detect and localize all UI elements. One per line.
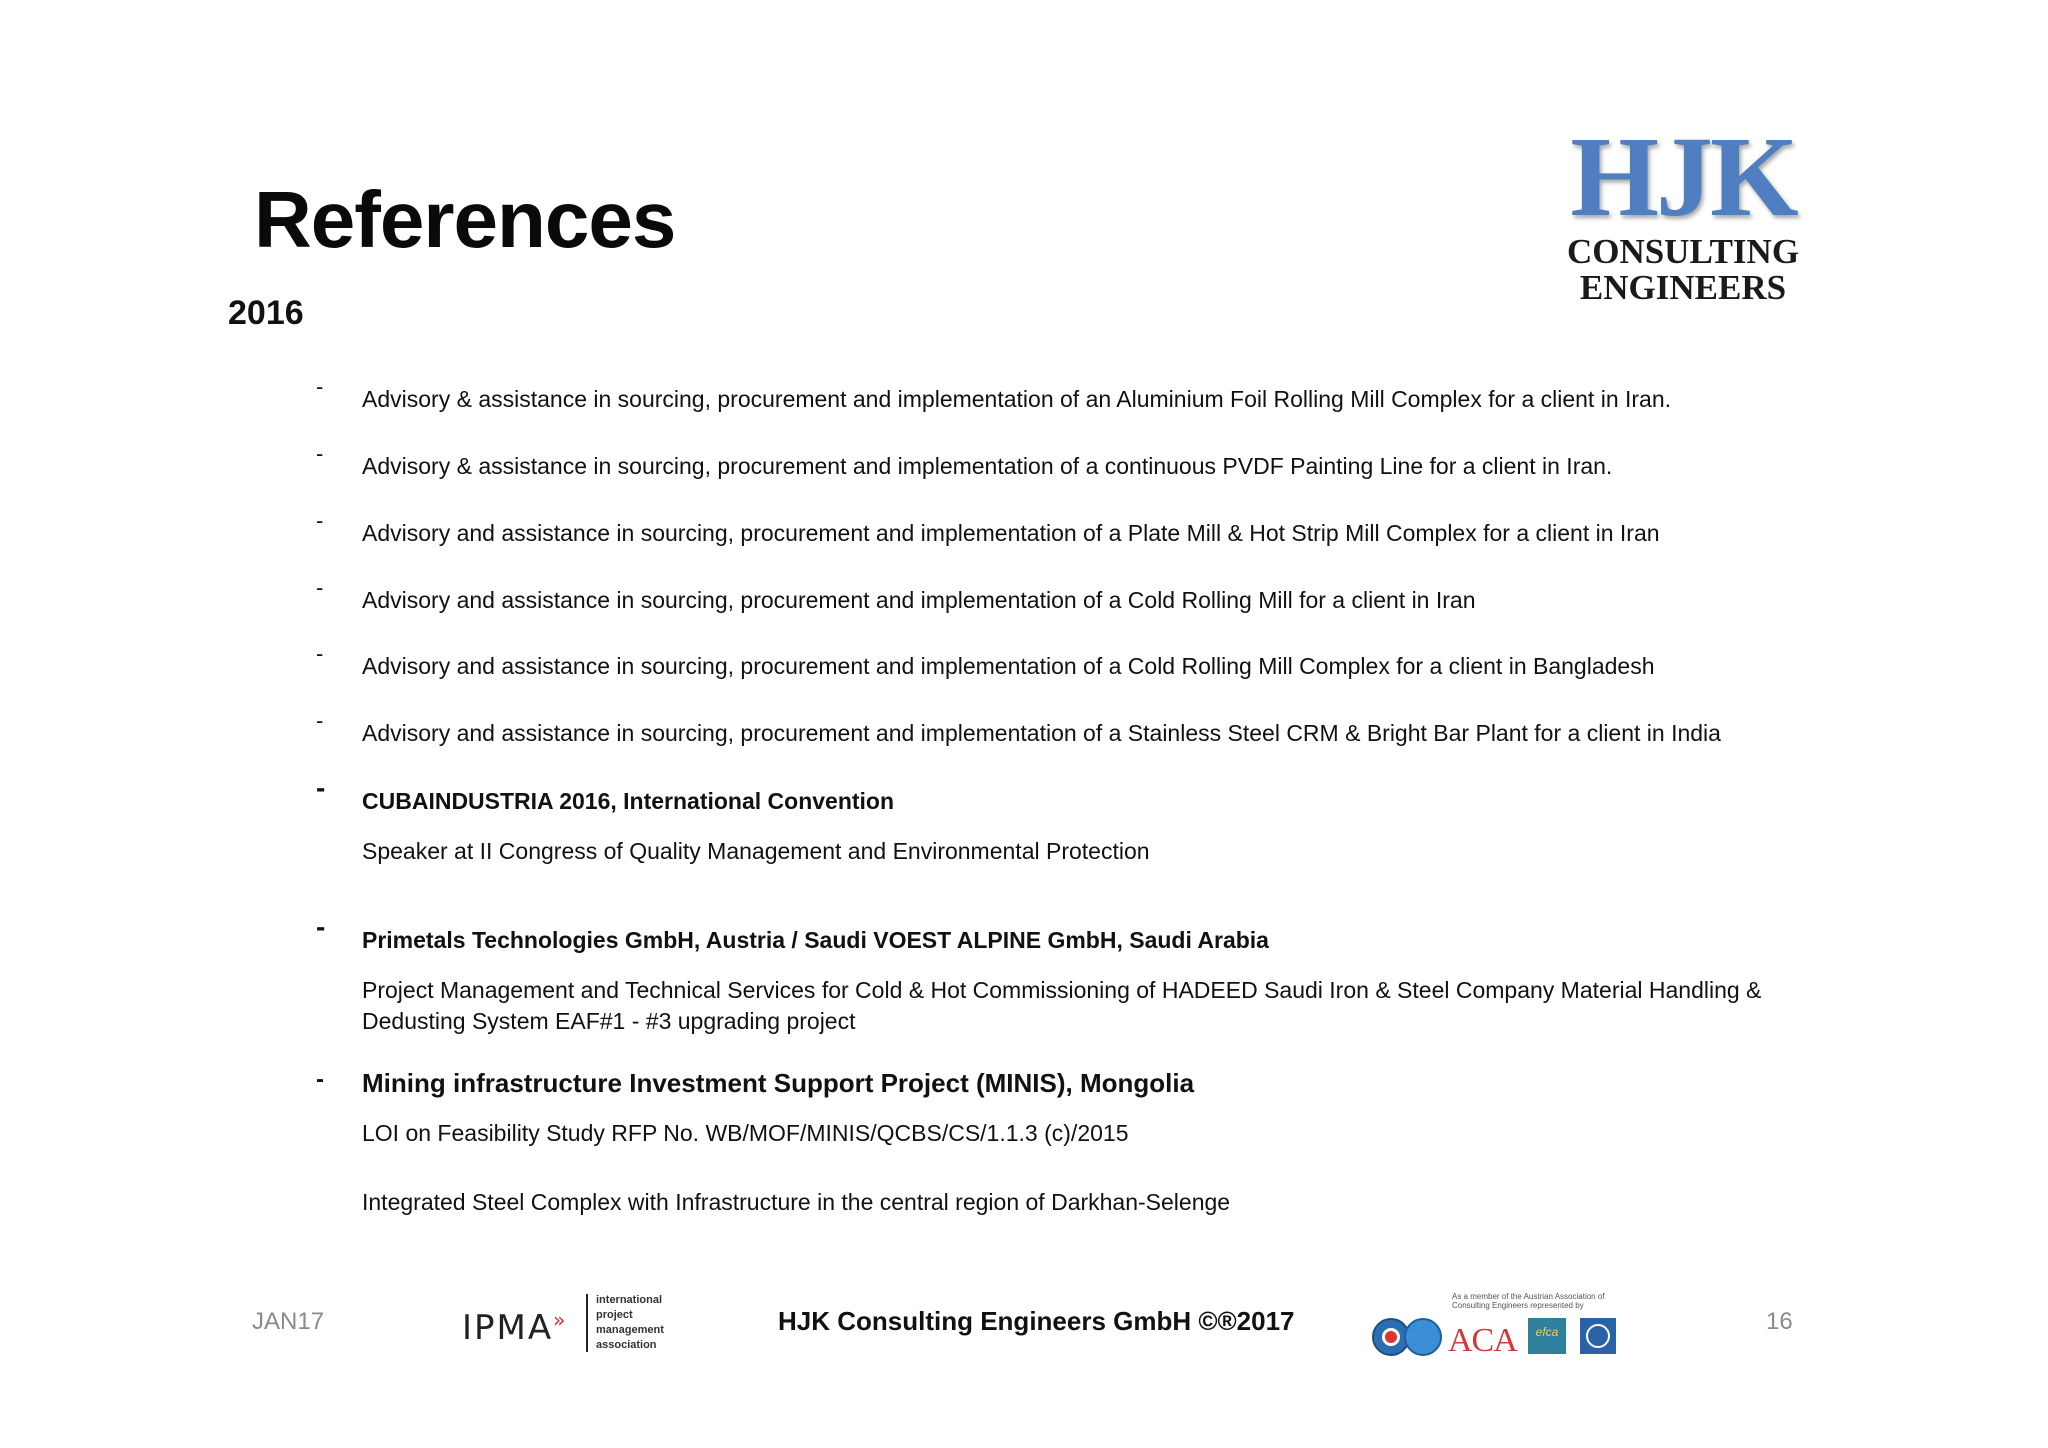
list-item: Advisory and assistance in sourcing, procurement and implementation of a Cold Rolling Mill Complex for a client in Bangladesh — [362, 653, 1655, 679]
page-number: 16 — [1766, 1308, 1793, 1335]
association-note: As a member of the Austrian Association of Consulting Engineers represented by — [1452, 1292, 1605, 1310]
primetals-detail: Project Management and Technical Services for Cold & Hot Commissioning of HADEED Saudi Iron & Steel Company Material Handling & Dedusting System EAF#1 - #3 upgrading project — [362, 977, 1762, 1035]
list-bullet: - — [316, 508, 324, 533]
list-bullet: - — [316, 708, 324, 733]
primetals-heading: Primetals Technologies GmbH, Austria / Saudi VOEST ALPINE GmbH, Saudi Arabia — [362, 927, 1269, 953]
footer-date: JAN17 — [252, 1308, 325, 1335]
ipma-wordmark: IPMA» — [462, 1308, 566, 1348]
association-logos — [1372, 1292, 1622, 1362]
list-item: Advisory and assistance in sourcing, procurement and implementation of a Plate Mill & Hot Strip Mill Complex for a client in Iran — [362, 520, 1660, 546]
list-bullet: - — [316, 374, 324, 399]
page-title: References — [254, 175, 676, 264]
fidic-globe-icon — [1580, 1318, 1616, 1354]
list-bullet: - — [316, 772, 326, 803]
cuba-detail: Speaker at II Congress of Quality Management and Environmental Protection — [362, 838, 1150, 864]
year-heading: 2016 — [228, 294, 304, 332]
ipma-logo — [462, 1290, 682, 1356]
logo-line-1: CONSULTING — [1566, 232, 1800, 271]
list-item: Advisory & assistance in sourcing, procurement and implementation of a continuous PVDF Painting Line for a client in Iran. — [362, 453, 1613, 479]
efca-logo: efca — [1528, 1318, 1566, 1354]
list-bullet: - — [316, 911, 326, 942]
cuba-heading: CUBAINDUSTRIA 2016, International Convention — [362, 788, 895, 814]
minis-detail: Integrated Steel Complex with Infrastructure in the central region of Darkhan-Selenge — [362, 1189, 1231, 1215]
list-item: Advisory and assistance in sourcing, procurement and implementation of a Cold Rolling Mill for a client in Iran — [362, 587, 1476, 613]
globe-seal-icon — [1404, 1318, 1442, 1356]
list-bullet: - — [316, 641, 324, 666]
logo-line-2: ENGINEERS — [1579, 268, 1787, 308]
ipma-description: international project management association — [596, 1294, 664, 1351]
list-item: Advisory & assistance in sourcing, procurement and implementation of an Aluminium Foil Rolling Mill Complex for a client in Iran. — [362, 386, 1672, 412]
list-item: Advisory and assistance in sourcing, procurement and implementation of a Stainless Steel CRM & Bright Bar Plant for a client in India — [362, 720, 1721, 746]
logo-mark: HJK — [1570, 113, 1796, 240]
list-bullet: - — [316, 441, 324, 466]
list-bullet: - — [316, 1066, 324, 1093]
hjk-logo — [1552, 113, 1814, 330]
list-bullet: - — [316, 575, 324, 600]
aca-logo: ACA — [1448, 1322, 1517, 1359]
footer-company: HJK Consulting Engineers GmbH ©®2017 — [778, 1306, 1295, 1336]
ipma-divider — [586, 1294, 588, 1352]
minis-heading: Mining infrastructure Investment Support Project (MINIS), Mongolia — [362, 1068, 1195, 1098]
minis-detail: LOI on Feasibility Study RFP No. WB/MOF/MINIS/QCBS/CS/1.1.3 (c)/2015 — [362, 1120, 1129, 1146]
